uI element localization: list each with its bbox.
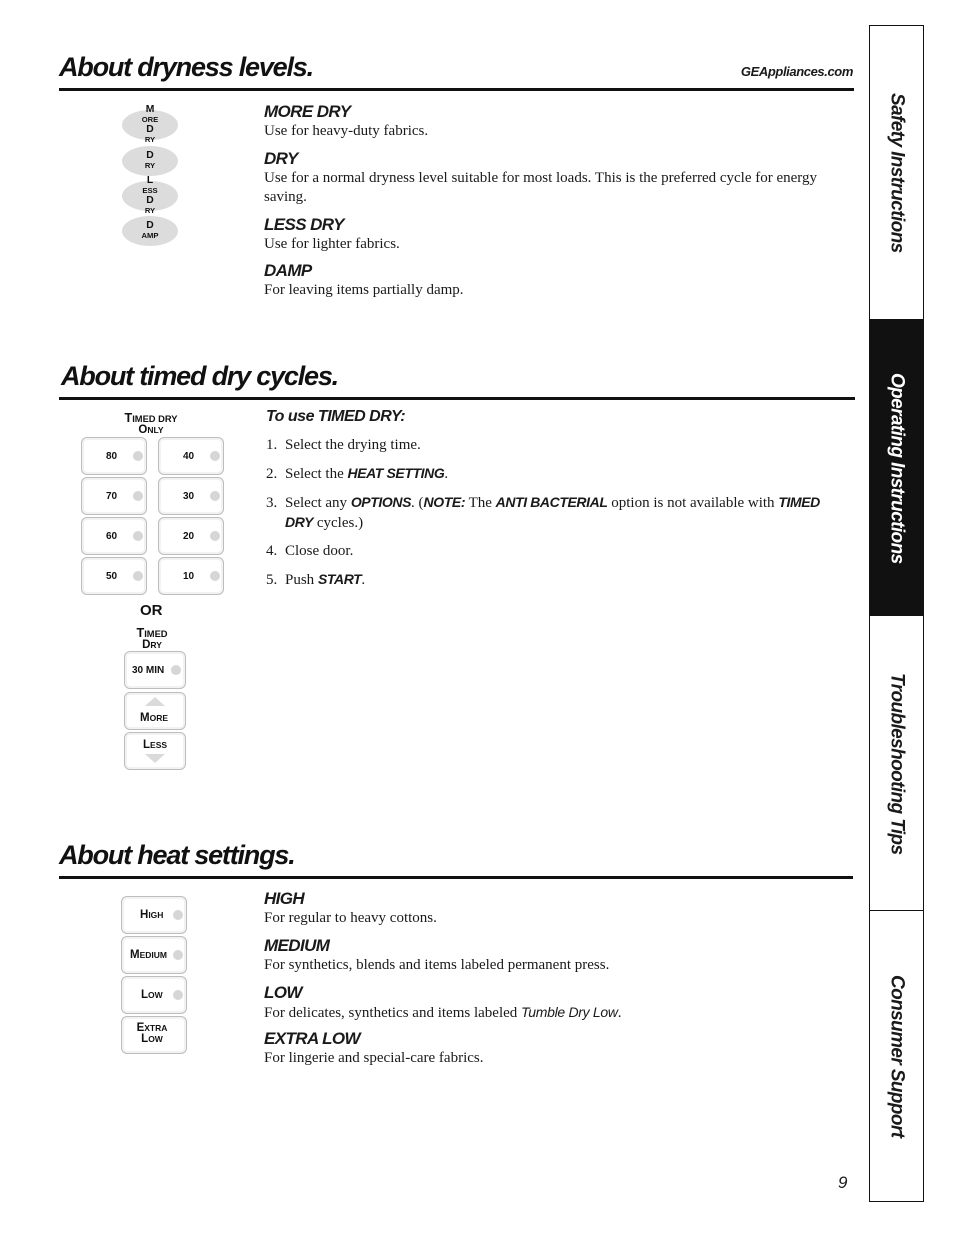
heat-medium-button[interactable] <box>121 936 187 974</box>
indicator-light <box>173 910 183 920</box>
item-term: MEDIUM <box>264 936 330 955</box>
label-line: ONLY <box>138 424 164 436</box>
button-label: 80 <box>106 450 118 462</box>
indicator-light <box>173 990 183 1000</box>
list-item <box>266 436 826 455</box>
button-label: 30 <box>183 490 195 502</box>
time-button-20[interactable] <box>158 517 224 555</box>
button-label: LOW <box>141 1033 163 1045</box>
step-emphasis: NOTE: <box>423 494 466 510</box>
desc-emphasis: Tumble Dry Low <box>521 1004 618 1020</box>
arrow-down-icon <box>145 754 165 763</box>
time-button-70[interactable] <box>81 477 147 515</box>
timed-dry-label <box>122 628 182 651</box>
heat-item <box>264 1029 824 1068</box>
timed-dry-howto-title: To use TIMED DRY: <box>266 408 406 425</box>
section-title-timed: About timed dry cycles. <box>61 361 338 391</box>
time-button-50[interactable] <box>81 557 147 595</box>
tab-label: Safety Instructions <box>886 92 908 253</box>
less-time-button[interactable] <box>124 732 186 770</box>
tab-safety-instructions[interactable] <box>870 26 923 319</box>
indicator-light <box>210 571 220 581</box>
indicator-light <box>133 531 143 541</box>
indicator-light <box>171 665 181 675</box>
step-emphasis: HEAT SETTING <box>347 465 445 481</box>
step-emphasis: ANTI BACTERIAL <box>495 494 608 510</box>
button-label: D RY <box>144 150 156 170</box>
item-desc: For leaving items partially damp. <box>264 282 464 298</box>
item-term: EXTRA LOW <box>264 1029 360 1048</box>
button-label: MEDIUM <box>130 949 167 961</box>
more-time-button[interactable] <box>124 692 186 730</box>
item-desc: For synthetics, blends and items labeled permanent press. <box>264 957 610 973</box>
item-term: LESS DRY <box>264 215 344 234</box>
dryness-item <box>264 149 824 207</box>
list-item <box>266 570 826 590</box>
site-url: GEAppliances.com <box>740 64 853 79</box>
button-label: EXTRA <box>136 1022 168 1034</box>
button-label: D RY <box>144 124 156 144</box>
page-number: 9 <box>838 1173 848 1192</box>
heat-high-button[interactable] <box>121 896 187 934</box>
item-desc: For lingerie and special-care fabrics. <box>264 1050 484 1066</box>
button-label: 40 <box>183 450 195 462</box>
indicator-light <box>210 491 220 501</box>
button-label: D RY <box>144 195 156 215</box>
more-dry-button[interactable] <box>122 104 178 144</box>
step-text: The <box>465 495 496 511</box>
button-label: LESS <box>143 739 168 751</box>
indicator-light <box>133 451 143 461</box>
heat-item <box>264 889 824 928</box>
time-button-60[interactable] <box>81 517 147 555</box>
step-text: Close door. <box>285 543 354 559</box>
list-item <box>266 464 826 484</box>
item-term: MORE DRY <box>264 102 351 121</box>
indicator-light <box>210 451 220 461</box>
timed-dry-steps <box>266 436 826 599</box>
section-tabs <box>869 25 924 1202</box>
label-line: TIMED DRY <box>124 411 178 425</box>
tab-label: Operating Instructions <box>886 372 908 564</box>
indicator-light <box>133 571 143 581</box>
dryness-item <box>264 102 824 141</box>
button-label: 30 MIN <box>132 664 165 676</box>
step-emphasis: OPTIONS <box>350 494 412 510</box>
item-desc: Use for a normal dryness level suitable for most loads. This is the preferred cycle for energy saving. <box>264 170 818 205</box>
item-desc: Use for lighter fabrics. <box>264 236 400 252</box>
timed-dry-only-label <box>112 413 190 436</box>
timed-30min-button[interactable] <box>124 651 186 689</box>
item-term: HIGH <box>264 889 305 908</box>
dry-button[interactable] <box>122 146 178 176</box>
step-text: . ( <box>411 495 424 511</box>
step-text: option is not available with <box>607 495 779 511</box>
time-button-80[interactable] <box>81 437 147 475</box>
desc-text: . <box>617 1005 622 1021</box>
section-rule <box>59 876 853 879</box>
step-text: . <box>444 466 449 482</box>
tab-operating-instructions[interactable] <box>870 319 923 616</box>
step-text: Push <box>285 572 318 588</box>
damp-button[interactable] <box>122 216 178 246</box>
step-number: 4. <box>266 543 278 559</box>
indicator-light <box>173 950 183 960</box>
heat-item <box>264 983 824 1023</box>
item-desc: Use for heavy-duty fabrics. <box>264 123 429 139</box>
step-text: . <box>361 572 366 588</box>
section-title-dryness: About dryness levels. <box>59 52 313 82</box>
arrow-up-icon <box>145 697 165 706</box>
time-button-40[interactable] <box>158 437 224 475</box>
tab-consumer-support[interactable] <box>870 910 923 1202</box>
step-number: 2. <box>266 466 278 482</box>
tab-label: Troubleshooting Tips <box>886 672 908 855</box>
label-line: TIMED <box>136 626 168 640</box>
button-label: 10 <box>183 570 195 582</box>
label-line: DRY <box>142 639 162 651</box>
less-dry-button[interactable] <box>122 175 178 215</box>
section-rule <box>59 88 854 91</box>
heat-extra-low-button[interactable] <box>121 1016 187 1054</box>
heat-item <box>264 936 824 975</box>
step-number: 1. <box>266 437 278 453</box>
step-emphasis: TIMED DRY <box>285 494 820 530</box>
time-button-30[interactable] <box>158 477 224 515</box>
item-desc <box>264 1003 824 1023</box>
button-label: MORE <box>140 712 169 724</box>
dryness-item <box>264 261 824 300</box>
item-term: LOW <box>264 983 302 1002</box>
step-text: cycles.) <box>313 515 364 531</box>
button-label: LOW <box>141 989 163 1001</box>
dryness-item <box>264 215 824 254</box>
button-label: 70 <box>106 490 118 502</box>
tab-label: Consumer Support <box>886 975 908 1138</box>
button-label: 20 <box>183 530 195 542</box>
heat-low-button[interactable] <box>121 976 187 1014</box>
item-desc: For regular to heavy cottons. <box>264 910 437 926</box>
time-button-10[interactable] <box>158 557 224 595</box>
desc-text: For delicates, synthetics and items labeled <box>264 1005 522 1021</box>
indicator-light <box>133 491 143 501</box>
list-item <box>266 542 826 561</box>
step-emphasis: START <box>317 571 362 587</box>
button-label: 60 <box>106 530 118 542</box>
section-title-heat: About heat settings. <box>59 840 295 870</box>
button-label: D AMP <box>141 220 159 240</box>
tab-troubleshooting-tips[interactable] <box>870 615 923 911</box>
item-term: DRY <box>264 149 298 168</box>
indicator-light <box>210 531 220 541</box>
step-text: Select the <box>285 466 348 482</box>
button-label: L ESS <box>142 175 158 195</box>
button-label: M ORE <box>141 104 159 124</box>
button-label: 50 <box>106 570 118 582</box>
step-text: Select the drying time. <box>285 437 421 453</box>
list-item <box>266 493 826 533</box>
item-term: DAMP <box>264 261 312 280</box>
step-number: 5. <box>266 572 278 588</box>
or-label: OR <box>140 602 163 619</box>
button-label: HIGH <box>140 909 164 921</box>
section-rule <box>59 397 855 400</box>
step-text: Select any <box>285 495 351 511</box>
button-label-group <box>136 1023 168 1045</box>
step-number: 3. <box>266 495 278 511</box>
